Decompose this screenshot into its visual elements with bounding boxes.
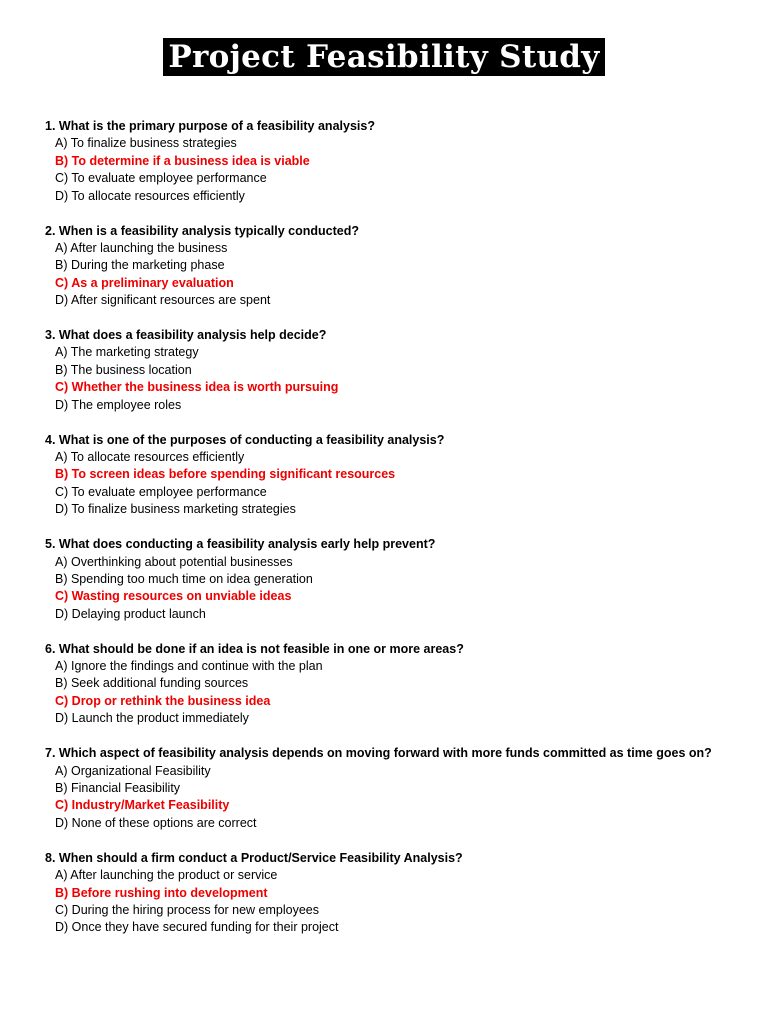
question-text: 7. Which aspect of feasibility analysis depends on moving forward with more funds committed as time goes on?: [45, 746, 712, 761]
answer-option-correct: C) Wasting resources on unviable ideas: [55, 589, 292, 604]
answer-option: D) Once they have secured funding for their project: [55, 920, 339, 935]
question-list: [45, 118, 745, 954]
answer-option: A) To allocate resources efficiently: [55, 450, 245, 464]
answer-option: D) After significant resources are spent: [55, 293, 271, 308]
answer-option: A) The marketing strategy: [55, 345, 199, 360]
answer-option: B) The business location: [55, 362, 192, 377]
question-block: [45, 850, 745, 937]
question-block: [45, 641, 745, 728]
answer-option: A) Ignore the findings and continue with the plan: [55, 659, 323, 674]
answer-option: C) To evaluate employee performance: [55, 171, 267, 186]
answer-option: D) None of these options are correct: [55, 815, 257, 830]
answer-option-correct: B) To screen ideas before spending significant resources: [55, 467, 396, 482]
answer-option: A) Overthinking about potential businesses: [55, 554, 293, 569]
question-text: 2. When is a feasibility analysis typically conducted?: [45, 223, 359, 238]
question-block: [45, 327, 745, 414]
question-block: [45, 432, 745, 519]
question-text: 8. When should a firm conduct a Product/Service Feasibility Analysis?: [45, 850, 463, 865]
answer-option: B) Seek additional funding sources: [55, 676, 249, 691]
answer-option-correct: C) As a preliminary evaluation: [55, 275, 234, 290]
question-text: 4. What is one of the purposes of conducting a feasibility analysis?: [45, 432, 445, 447]
answer-option-correct: B) To determine if a business idea is viable: [55, 153, 310, 168]
title-banner: [0, 38, 768, 76]
answer-option: B) Financial Feasibility: [55, 781, 181, 795]
question-text: 3. What does a feasibility analysis help decide?: [45, 328, 327, 343]
question-text: 1. What is the primary purpose of a feasibility analysis?: [45, 119, 375, 133]
answer-option: A) After launching the product or service: [55, 868, 278, 883]
answer-option-correct: C) Drop or rethink the business idea: [55, 693, 271, 708]
answer-option: D) To allocate resources efficiently: [55, 188, 245, 203]
answer-option: A) After launching the business: [55, 240, 228, 255]
question-text: 5. What does conducting a feasibility analysis early help prevent?: [45, 537, 436, 552]
page-title: Project Feasibility Study: [163, 38, 604, 76]
answer-option: D) The employee roles: [55, 397, 182, 412]
question-block: [45, 223, 745, 310]
question-block: [45, 118, 745, 205]
question-block: [45, 536, 745, 623]
answer-option: C) To evaluate employee performance: [55, 484, 267, 499]
answer-option-correct: C) Whether the business idea is worth pursuing: [55, 380, 339, 395]
answer-option: B) Spending too much time on idea generation: [55, 571, 313, 586]
answer-option: C) During the hiring process for new employees: [55, 902, 320, 917]
answer-option-correct: C) Industry/Market Feasibility: [55, 798, 230, 813]
question-text: 6. What should be done if an idea is not feasible in one or more areas?: [45, 641, 464, 656]
answer-option: A) Organizational Feasibility: [55, 763, 211, 778]
answer-option: D) To finalize business marketing strategies: [55, 502, 296, 517]
answer-option: A) To finalize business strategies: [55, 136, 237, 151]
answer-option: D) Launch the product immediately: [55, 711, 249, 726]
answer-option-correct: B) Before rushing into development: [55, 885, 268, 900]
answer-option: B) During the marketing phase: [55, 258, 225, 273]
answer-option: D) Delaying product launch: [55, 606, 206, 621]
question-block: [45, 745, 745, 832]
